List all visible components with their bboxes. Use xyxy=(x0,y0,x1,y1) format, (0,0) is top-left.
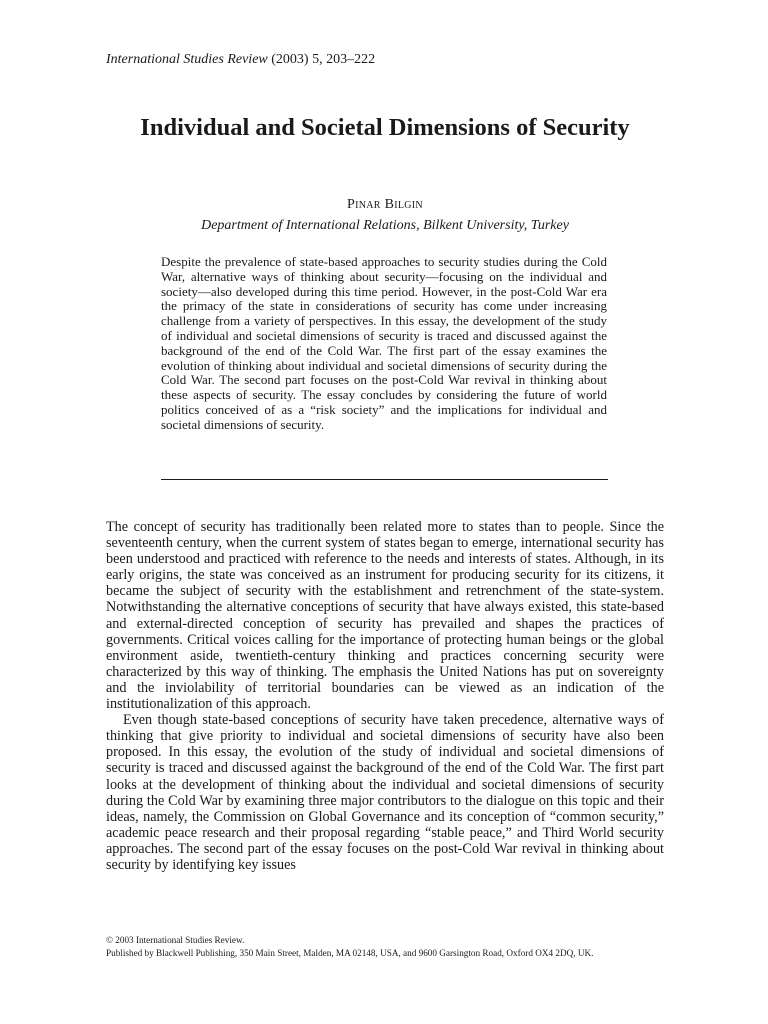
abstract-divider xyxy=(161,479,608,480)
abstract: Despite the prevalence of state-based approaches to security studies during the Cold War, alternative ways of thinking about security—focusing on the individual and society—also developed during this time period. However, in the post-Cold War era the primacy of the state in considerations of security has come under increasing challenge from a variety of perspectives. In this essay, the development of the study of individual and societal dimensions of security is traced and discussed against the background of the end of the Cold War. The first part of the essay examines the evolution of thinking about individual and societal dimensions of security during the Cold War. The second part focuses on the post-Cold War revival in thinking about these aspects of security. The essay concludes by considering the future of world politics conceived of as a “risk society” and the implications for individual and societal dimensions of security. xyxy=(161,254,607,432)
copyright-notice: © 2003 International Studies Review. xyxy=(106,935,245,945)
body-paragraph-2: Even though state-based conceptions of security have taken precedence, alternative ways of thinking that give priority to individual and societal dimensions of security have also been proposed. In this essay, the evolution of the study of individual and societal dimensions of security is traced and discussed against the background of the end of the Cold War. The first part looks at the development of thinking about the individual and societal dimensions of security during the Cold War by examining three major contributors to the dialogue on this topic and their ideas, namely, the Commission on Global Governance and its conception of “common security,” academic peace research and their proposal regarding “stable peace,” and Third World security approaches. The second part of the essay focuses on the post-Cold War revival in thinking about security by identifying key issues xyxy=(106,712,664,873)
author-affiliation: Department of International Relations, Bilkent University, Turkey xyxy=(201,218,569,233)
body-paragraph-1: The concept of security has traditionally been related more to states than to people. Since the seventeenth century, when the current system of states began to emerge, international security has been understood and practiced with reference to the needs and interests of states. Although, in its early origins, the state was conceived as an instrument for producing security for its citizens, it became the subject of security with the establishment and retrenchment of the state-system. Notwithstanding the alternative conceptions of security that have always existed, this state-based and external-directed conception of security has prevailed and shapes the practices of governments. Critical voices calling for the importance of protecting human beings or the global environment aside, twentieth-century thinking and practices concerning security were characterized by this way of thinking. The emphasis the United Nations has put on sovereignty and the inviolability of territorial boundaries can be viewed as an indication of the institutionalization of this approach. xyxy=(106,519,664,713)
journal-citation: (2003) 5, 203–222 xyxy=(271,52,376,67)
page-footer xyxy=(106,934,664,960)
article-title: Individual and Societal Dimensions of Security xyxy=(140,114,630,141)
running-header xyxy=(106,52,375,68)
author-name: Pinar Bilgin xyxy=(347,197,423,212)
publisher-notice: Published by Blackwell Publishing, 350 Main Street, Malden, MA 02148, USA, and 9600 Garsington Road, Oxford OX4 2DQ, UK. xyxy=(106,948,594,958)
journal-name: International Studies Review xyxy=(106,52,268,67)
article-body xyxy=(106,519,664,873)
